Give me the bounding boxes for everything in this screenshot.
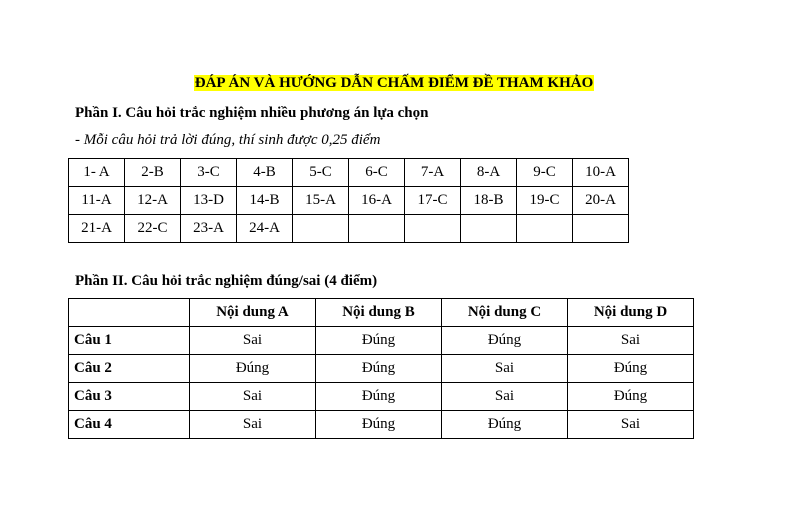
column-header (69, 299, 190, 327)
answer-cell: 18-B (461, 187, 517, 215)
answer-cell (517, 215, 573, 243)
row-label: Câu 1 (69, 327, 190, 355)
answer-cell: 4-B (237, 159, 293, 187)
answer-cell: Đúng (316, 327, 442, 355)
row-label: Câu 2 (69, 355, 190, 383)
answer-cell: 15-A (293, 187, 349, 215)
answer-cell: Sai (190, 383, 316, 411)
part2-heading: Phần II. Câu hỏi trắc nghiệm đúng/sai (4 điểm) (75, 273, 378, 289)
answer-cell: 13-D (181, 187, 237, 215)
answer-cell: Đúng (442, 411, 568, 439)
answer-cell: 10-A (573, 159, 629, 187)
answer-cell: 9-C (517, 159, 573, 187)
answer-cell: 14-B (237, 187, 293, 215)
column-header: Nội dung B (316, 299, 442, 327)
answer-cell: Đúng (316, 355, 442, 383)
answer-cell (405, 215, 461, 243)
answer-cell: 22-C (125, 215, 181, 243)
answer-cell: 17-C (405, 187, 461, 215)
table-row (69, 159, 629, 187)
row-label: Câu 3 (69, 383, 190, 411)
part1-heading: Phần I. Câu hỏi trắc nghiệm nhiều phương án lựa chọn (75, 105, 429, 121)
answer-cell (349, 215, 405, 243)
answer-cell: Sai (190, 327, 316, 355)
row-label: Câu 4 (69, 411, 190, 439)
answer-cell: Đúng (568, 355, 694, 383)
answer-cell: 2-B (125, 159, 181, 187)
table-row (69, 383, 694, 411)
answer-cell: 21-A (69, 215, 125, 243)
answer-cell (293, 215, 349, 243)
answer-cell: Sai (568, 327, 694, 355)
table-header-row (69, 299, 694, 327)
column-header: Nội dung C (442, 299, 568, 327)
answer-cell: 11-A (69, 187, 125, 215)
answer-cell: Sai (442, 355, 568, 383)
answer-cell: 23-A (181, 215, 237, 243)
answer-cell: 24-A (237, 215, 293, 243)
answer-cell: 16-A (349, 187, 405, 215)
column-header: Nội dung A (190, 299, 316, 327)
answer-cell: 6-C (349, 159, 405, 187)
answer-cell: Đúng (442, 327, 568, 355)
answer-cell: Sai (442, 383, 568, 411)
answer-cell (573, 215, 629, 243)
answer-cell (461, 215, 517, 243)
answer-cell: 19-C (517, 187, 573, 215)
answer-cell: Đúng (190, 355, 316, 383)
page-title-text: ĐÁP ÁN VÀ HƯỚNG DẪN CHẤM ĐIỂM ĐỀ THAM KHẢO (194, 75, 594, 91)
page-title (0, 74, 788, 92)
answer-cell: 8-A (461, 159, 517, 187)
true-false-table (68, 298, 694, 439)
answer-cell: 5-C (293, 159, 349, 187)
answer-cell: 20-A (573, 187, 629, 215)
column-header: Nội dung D (568, 299, 694, 327)
table-row (69, 355, 694, 383)
table-row (69, 215, 629, 243)
answer-cell: 3-C (181, 159, 237, 187)
answer-cell: 12-A (125, 187, 181, 215)
table-row (69, 411, 694, 439)
answer-cell: 7-A (405, 159, 461, 187)
answer-cell: Đúng (316, 411, 442, 439)
answer-cell: Sai (190, 411, 316, 439)
table-row (69, 187, 629, 215)
answers-table (68, 158, 629, 243)
part1-note: - Mỗi câu hỏi trả lời đúng, thí sinh được 0,25 điểm (75, 132, 381, 148)
answer-cell: Đúng (568, 383, 694, 411)
answer-cell: Sai (568, 411, 694, 439)
table-row (69, 327, 694, 355)
answer-cell: Đúng (316, 383, 442, 411)
answer-cell: 1- A (69, 159, 125, 187)
